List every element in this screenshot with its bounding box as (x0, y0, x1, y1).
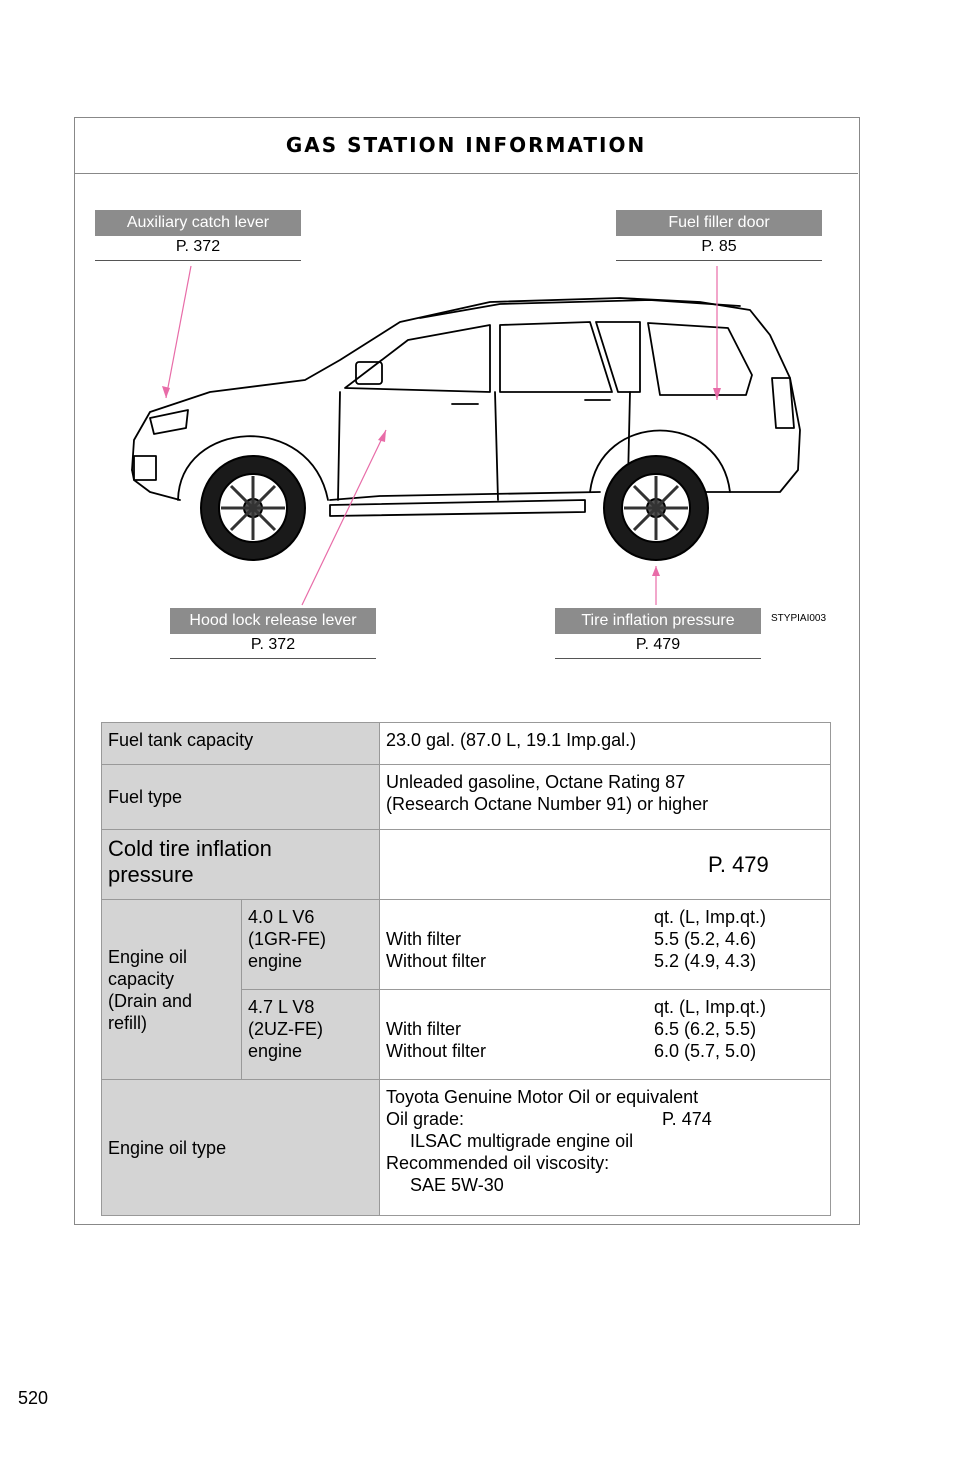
vehicle-illustration (0, 0, 960, 720)
spec-table (101, 722, 831, 1216)
oil-grade-page-ref: P. 474 (662, 1109, 712, 1129)
engine-line: engine (248, 1041, 303, 1061)
callout-page-ref: P. 372 (170, 634, 376, 659)
callout-tire-inflation-pressure (555, 608, 761, 659)
engine-line: 4.7 L V8 (248, 997, 315, 1017)
engine-v6-capacity (380, 900, 831, 990)
oil-type-line: Recommended oil viscosity: (386, 1153, 610, 1173)
callout-auxiliary-catch-lever (95, 210, 301, 261)
without-filter-value: 6.0 (5.7, 5.0) (654, 1041, 757, 1061)
with-filter-value: 6.5 (6.2, 5.5) (654, 1019, 757, 1039)
oil-type-line: ILSAC multigrade engine oil (410, 1131, 634, 1151)
engine-v8-capacity (380, 990, 831, 1080)
engine-line: (2UZ-FE) (248, 1019, 323, 1039)
unit-label: qt. (L, Imp.qt.) (654, 997, 767, 1017)
engine-oil-type-label: Engine oil type (102, 1080, 380, 1216)
callout-label: Auxiliary catch lever (95, 210, 301, 236)
engine-v8-label (242, 990, 380, 1080)
fuel-type-label: Fuel type (102, 765, 380, 830)
figure-code: STYPIAI003 (771, 613, 827, 624)
engine-line: engine (248, 951, 303, 971)
cold-tire-label-line: Cold tire inflation (108, 836, 272, 861)
cold-tire-value: P. 479 (380, 830, 831, 900)
table-row (102, 900, 831, 990)
label-line: (Drain and (108, 990, 193, 1011)
with-filter-value: 5.5 (5.2, 4.6) (654, 929, 757, 949)
page-number: 520 (18, 1388, 49, 1408)
fuel-tank-label: Fuel tank capacity (102, 723, 380, 765)
table-row (102, 765, 831, 830)
with-filter-label: With filter (386, 929, 462, 949)
engine-v6-label (242, 900, 380, 990)
callout-label: Fuel filler door (616, 210, 822, 236)
unit-label: qt. (L, Imp.qt.) (654, 907, 767, 927)
fuel-tank-value: 23.0 gal. (87.0 L, 19.1 Imp.gal.) (380, 723, 831, 765)
callout-fuel-filler-door (616, 210, 822, 261)
engine-line: (1GR-FE) (248, 929, 326, 949)
cold-tire-label (102, 830, 380, 900)
engine-line: 4.0 L V6 (248, 907, 315, 927)
fuel-type-line: Unleaded gasoline, Octane Rating 87 (386, 772, 686, 792)
oil-type-line: SAE 5W-30 (410, 1175, 504, 1195)
callout-page-ref: P. 479 (555, 634, 761, 659)
page-title: GAS STATION INFORMATION (285, 133, 647, 157)
cold-tire-label-line: pressure (108, 862, 194, 887)
label-line: Engine oil (108, 946, 188, 967)
without-filter-label: Without filter (386, 1041, 487, 1061)
oil-type-line: Toyota Genuine Motor Oil or equivalent (386, 1087, 699, 1107)
callout-label: Tire inflation pressure (555, 608, 761, 634)
callout-page-ref: P. 372 (95, 236, 301, 261)
table-row (102, 723, 831, 765)
fuel-type-value (380, 765, 831, 830)
oil-grade-label: Oil grade: (386, 1109, 465, 1129)
with-filter-label: With filter (386, 1019, 462, 1039)
label-line: capacity (108, 968, 175, 989)
callout-hood-lock-release-lever (170, 608, 376, 659)
engine-oil-type-value (380, 1080, 831, 1216)
callout-page-ref: P. 85 (616, 236, 822, 261)
callout-label: Hood lock release lever (170, 608, 376, 634)
engine-oil-capacity-label (102, 900, 242, 1080)
without-filter-value: 5.2 (4.9, 4.3) (654, 951, 757, 971)
label-line: refill) (108, 1012, 147, 1033)
table-row (102, 830, 831, 900)
fuel-type-line: (Research Octane Number 91) or higher (386, 794, 709, 814)
without-filter-label: Without filter (386, 951, 487, 971)
table-row (102, 1080, 831, 1216)
